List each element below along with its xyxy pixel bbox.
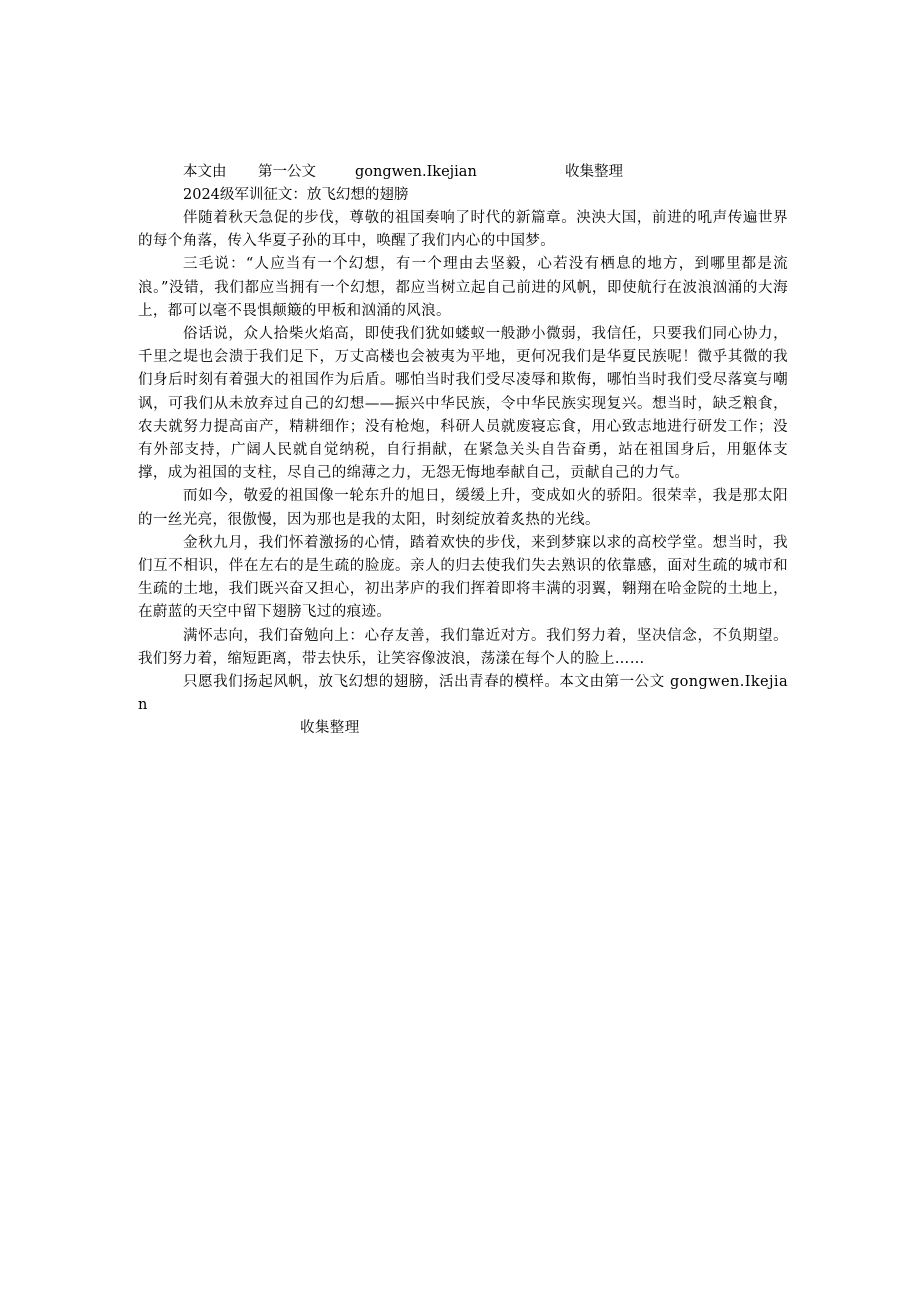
closing-credit: 收集整理 (300, 720, 360, 737)
paragraph: 金秋九月，我们怀着激扬的心情，踏着欢快的步伐，来到梦寐以求的高校学堂。想当时，我们互不相识，伴在左右的是生疏的脸庞。亲人的归去使我们失去熟识的依靠感，面对生疏的城市和生疏的土地，我们既兴奋又担心，初出茅庐的我们挥着即将丰满的羽翼，翱翔在哈金院的土地上，在蔚蓝的天空中留下翅膀飞过的痕迹。 (138, 534, 788, 621)
header-suffix: 收集整理 (565, 164, 623, 180)
article-body (138, 207, 788, 741)
closing-text: 只愿我们扬起风帆，放飞幻想的翅膀，活出青春的模样。本文由第一公文 gongwen.Ikejian (138, 674, 788, 714)
source-header (183, 161, 803, 183)
closing-paragraph (138, 671, 788, 741)
paragraph: 伴随着秋天急促的步伐，尊敬的祖国奏响了时代的新篇章。泱泱大国，前进的吼声传遍世界的每个角落，传入华夏子孙的耳中，唤醒了我们内心的中国梦。 (138, 210, 788, 250)
header-source-name: 第一公文 (258, 164, 316, 180)
paragraph: 而如今，敬爱的祖国像一轮东升的旭日，缓缓上升，变成如火的骄阳。很荣幸，我是那太阳的一丝光亮，很傲慢，因为那也是我的太阳，时刻绽放着炙热的光线。 (138, 488, 788, 528)
header-prefix: 本文由 (183, 164, 227, 180)
paragraph: 三毛说：“人应当有一个幻想，有一个理由去坚毅，心若没有栖息的地方，到哪里都是流浪。”没错，我们都应当拥有一个幻想，都应当树立起自己前进的风帆，即使航行在波浪汹涌的大海上，都可以毫不畏惧颠簸的甲板和汹涌的风浪。 (138, 256, 788, 319)
paragraph: 满怀志向，我们奋勉向上：心存友善，我们靠近对方。我们努力着，坚决信念，不负期望。我们努力着，缩短距离，带去快乐，让笑容像波浪，荡漾在每个人的脸上…… (138, 627, 788, 667)
header-source-site: gongwen.Ikejian (355, 164, 477, 180)
document-title: 2024级军训征文：放飞幻想的翅膀 (183, 187, 409, 203)
paragraph: 俗话说，众人拾柴火焰高，即使我们犹如蝼蚁一般渺小微弱，我信任，只要我们同心协力，千里之堤也会溃于我们足下，万丈高楼也会被夷为平地，更何况我们是华夏民族呢！微乎其微的我们身后时刻有着强大的祖国作为后盾。哪怕当时我们受尽凌辱和欺侮，哪怕当时我们受尽落寞与嘲讽，可我们从未放弃过自己的幻想——振兴中华民族，令中华民族实现复兴。想当时，缺乏粮食，农夫就努力提高亩产，精耕细作；没有枪炮，科研人员就废寝忘食，用心致志地进行研发工作；没有外部支持，广阔人民就自觉纳税，自行捐献，在紧急关头自告奋勇，站在祖国身后，用躯体支撑，成为祖国的支柱，尽自己的绵薄之力，无怨无悔地奉献自己，贡献自己的力气。 (138, 326, 788, 482)
